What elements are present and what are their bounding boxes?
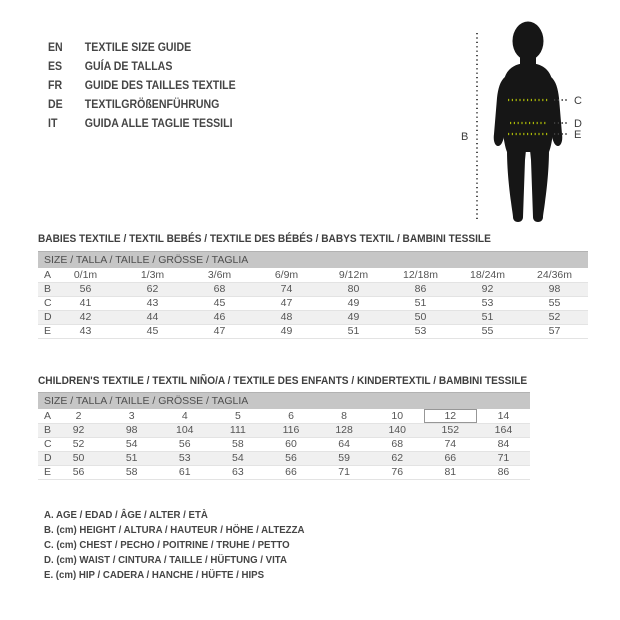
table-cell: 81 (444, 466, 457, 478)
child-silhouette-icon (494, 22, 563, 223)
babies-table-title: BABIES TEXTILE / TEXTIL BEBÉS / TEXTILE DES BÉBÉS / BABYS TEXTIL / BAMBINI TESSILE (38, 233, 491, 245)
measurement-legend (44, 508, 327, 583)
language-row-es (48, 58, 236, 77)
table-cell: 66 (285, 466, 297, 478)
table-cell: 43 (79, 325, 92, 337)
table-cell: 53 (178, 452, 191, 464)
table-cell: 12/18m (402, 268, 439, 281)
table-cell: 24/36m (536, 268, 573, 281)
language-text: GUIDA ALLE TAGLIE TESSILI (84, 118, 233, 130)
language-row-en (48, 39, 236, 58)
row-label: A (44, 268, 52, 281)
legend-waist: D. (cm) WAIST / CINTURA / TAILLE / HÜFTUNG / VITA (44, 554, 287, 566)
table-cell: 111 (229, 424, 246, 436)
table-cell: 6/9m (274, 268, 299, 281)
table-cell: 52 (72, 438, 85, 450)
table-cell: 86 (497, 466, 510, 478)
table-cell: 1/3m (140, 268, 165, 281)
table-cell: 6 (288, 409, 294, 422)
label-chest: C (574, 95, 582, 107)
row-label: C (44, 438, 52, 450)
table-cell: 50 (414, 311, 427, 323)
table-row (38, 423, 530, 437)
language-row-de (48, 96, 236, 115)
table-cell: 56 (178, 438, 191, 450)
table-row (38, 451, 530, 465)
table-cell: 56 (79, 283, 92, 295)
table-cell: 14 (497, 409, 510, 422)
language-code: EN (48, 42, 63, 54)
table-cell: 61 (178, 466, 191, 478)
children-size-table (38, 392, 530, 480)
table-cell: 49 (347, 311, 360, 323)
language-code: DE (48, 99, 63, 111)
table-cell: 86 (414, 283, 427, 295)
label-waist: D (574, 118, 582, 130)
table-row (38, 268, 588, 282)
table-cell: 8 (341, 409, 348, 422)
table-header: SIZE / TALLA / TAILLE / GRÖSSE / TAGLIA (38, 393, 530, 410)
table-cell: 43 (146, 297, 159, 309)
row-label: D (44, 311, 52, 323)
table-cell: 71 (497, 452, 510, 464)
table-cell: 44 (146, 311, 159, 323)
table-cell: 140 (388, 424, 406, 436)
row-label: B (44, 283, 52, 295)
table-cell: 42 (79, 311, 92, 323)
table-cell: 98 (548, 283, 561, 295)
row-label: B (44, 424, 52, 436)
language-text: TEXTILGRÖßENFÜHRUNG (84, 99, 220, 111)
table-cell: 5 (234, 409, 241, 422)
table-cell: 104 (176, 424, 194, 436)
table-cell: 164 (494, 424, 513, 436)
table-cell: 63 (232, 466, 244, 478)
table-row (38, 465, 530, 479)
language-text: GUÍA DE TALLAS (84, 61, 173, 73)
table-cell: 68 (213, 283, 226, 295)
table-header: SIZE / TALLA / TAILLE / GRÖSSE / TAGLIA (38, 252, 588, 269)
legend-chest: C. (cm) CHEST / PECHO / POITRINE / TRUHE / PETTO (44, 539, 290, 551)
table-cell: 76 (391, 466, 404, 478)
table-cell: 45 (146, 325, 159, 337)
table-row (38, 324, 588, 338)
table-cell: 62 (146, 283, 159, 295)
language-list (48, 39, 236, 134)
table-cell: 58 (232, 438, 244, 450)
table-cell: 98 (125, 424, 138, 436)
row-label: D (44, 452, 52, 464)
legend-age: A. AGE / EDAD / ÂGE / ALTER / ETÀ (44, 509, 208, 521)
table-cell: 128 (335, 424, 353, 436)
table-cell: 55 (481, 325, 494, 337)
table-cell: 74 (280, 283, 293, 295)
table-row (38, 310, 588, 324)
babies-size-table (38, 251, 588, 339)
language-code: IT (48, 118, 58, 130)
table-cell: 53 (481, 297, 494, 309)
highlighted-size-cell: 12 (424, 409, 477, 423)
row-label: A (44, 409, 52, 422)
table-cell: 64 (338, 438, 350, 450)
table-cell: 66 (444, 452, 457, 464)
label-hip: E (574, 129, 582, 141)
table-cell: 46 (213, 311, 226, 323)
table-cell: 56 (285, 452, 297, 464)
table-cell: 3 (128, 409, 135, 422)
table-cell: 47 (280, 297, 293, 309)
table-cell: 49 (280, 325, 293, 337)
table-cell: 18/24m (469, 268, 506, 281)
table-cell: 0/1m (73, 268, 98, 281)
table-cell: 51 (347, 325, 360, 337)
table-cell: 51 (414, 297, 427, 309)
table-cell: 55 (548, 297, 561, 309)
table-cell: 52 (548, 311, 561, 323)
table-header-row (38, 252, 588, 269)
table-cell: 10 (391, 409, 404, 422)
table-cell: 84 (497, 438, 510, 450)
table-cell: 57 (548, 325, 561, 337)
table-cell: 116 (282, 424, 300, 436)
legend-height: B. (cm) HEIGHT / ALTURA / HAUTEUR / HÖHE / ALTEZZA (44, 524, 305, 536)
table-cell: 53 (414, 325, 427, 337)
table-cell: 92 (72, 424, 85, 436)
language-text: TEXTILE SIZE GUIDE (84, 42, 192, 54)
table-cell: 47 (213, 325, 226, 337)
row-label: E (44, 325, 52, 337)
table-cell: 80 (347, 283, 360, 295)
table-row (38, 282, 588, 296)
table-row (38, 437, 530, 451)
language-code: ES (48, 61, 63, 73)
table-cell: 50 (72, 452, 85, 464)
children-table-title: CHILDREN'S TEXTILE / TEXTIL NIÑO/A / TEXTILE DES ENFANTS / KINDERTEXTIL / BAMBINI TESSILE (38, 375, 528, 387)
table-cell: 62 (391, 452, 404, 464)
language-row-fr (48, 77, 236, 96)
language-code: FR (48, 80, 63, 92)
label-height: B (461, 131, 469, 143)
table-cell: 54 (232, 452, 244, 464)
table-cell: 51 (125, 452, 138, 464)
table-row (38, 296, 588, 310)
table-cell: 60 (285, 438, 297, 450)
table-cell: 9/12m (338, 268, 369, 281)
table-cell: 59 (338, 452, 350, 464)
table-cell: 3/6m (207, 268, 232, 281)
table-cell: 4 (181, 409, 188, 422)
table-cell: 45 (213, 297, 226, 309)
language-row-it (48, 115, 236, 134)
table-cell: 41 (79, 297, 92, 309)
row-label: C (44, 297, 52, 309)
table-cell: 2 (75, 409, 82, 422)
measurement-figure (455, 10, 605, 225)
legend-hip: E. (cm) HIP / CADERA / HANCHE / HÜFTE / HIPS (44, 569, 265, 581)
table-cell: 71 (338, 466, 350, 478)
table-cell: 49 (347, 297, 360, 309)
table-row (38, 409, 530, 423)
row-label: E (44, 466, 52, 478)
table-cell: 74 (444, 438, 457, 450)
language-text: GUIDE DES TAILLES TEXTILE (84, 80, 236, 92)
table-header-row (38, 393, 530, 410)
table-cell: 92 (481, 283, 494, 295)
table-cell: 48 (280, 311, 293, 323)
table-cell: 152 (441, 424, 460, 436)
table-cell: 54 (125, 438, 138, 450)
table-cell: 58 (125, 466, 138, 478)
table-cell: 56 (72, 466, 85, 478)
table-cell: 68 (391, 438, 404, 450)
table-cell: 51 (481, 311, 494, 323)
